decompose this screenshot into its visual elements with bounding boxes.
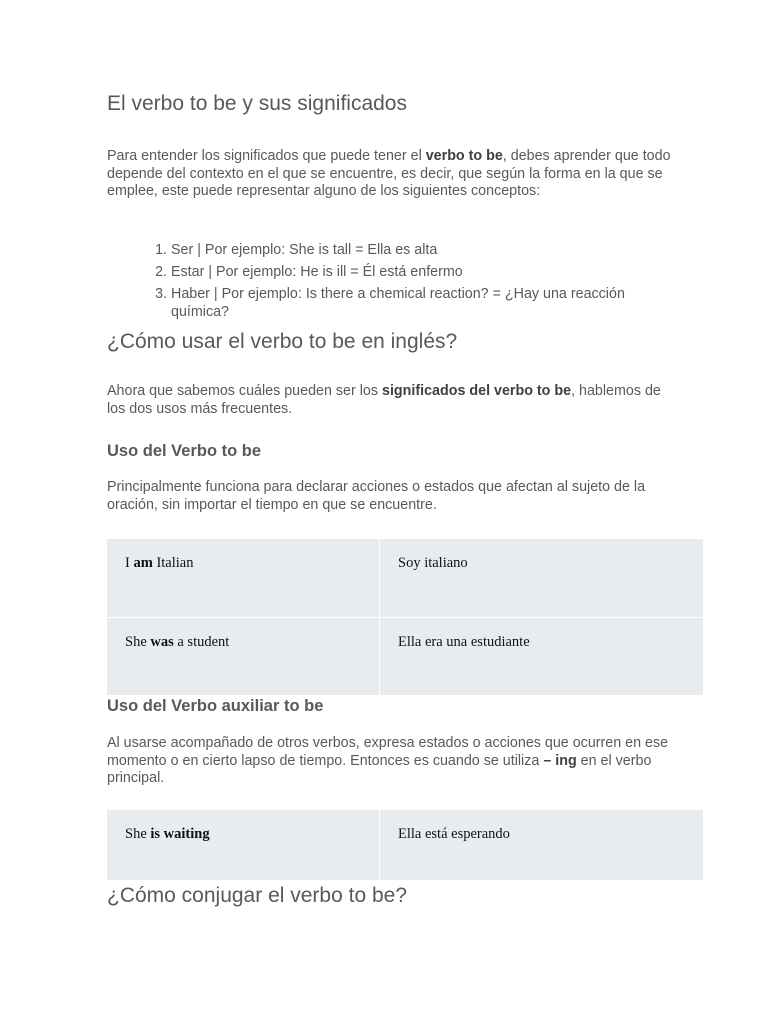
table-row xyxy=(107,617,703,695)
use-text-post: , hablemos de los dos usos más frecuentes. xyxy=(107,383,661,417)
aux-use-paragraph xyxy=(107,735,677,788)
use-paragraph xyxy=(107,383,677,418)
cell-text-bold: was xyxy=(150,633,174,650)
table-row xyxy=(107,539,703,617)
aux-text-post: en el verbo principal. xyxy=(107,752,652,787)
cell-text: Italian xyxy=(152,555,194,571)
use-text-pre: Ahora que sabemos cuáles pueden ser los xyxy=(107,383,382,399)
table-row xyxy=(107,810,703,880)
examples-table-main xyxy=(107,539,703,695)
table-cell-spanish: Soy italiano xyxy=(398,555,468,571)
main-use-paragraph: Principalmente funciona para declarar acciones o estados que afectan al sujeto de la oración, sin importar el tiempo en que se encuentre. xyxy=(107,479,646,513)
cell-text: a student xyxy=(173,633,230,650)
cell-text: I xyxy=(125,555,134,571)
use-text-bold: significados del verbo to be xyxy=(382,383,572,399)
table-cell-spanish: Ella está esperando xyxy=(398,826,510,842)
intro-paragraph xyxy=(107,148,677,201)
cell-text-bold: am xyxy=(133,555,153,571)
section-heading-conjugate: ¿Cómo conjugar el verbo to be? xyxy=(107,884,407,907)
table-cell-spanish: Ella era una estudiante xyxy=(380,617,704,695)
cell-text: She xyxy=(125,633,151,650)
list-item: 1. Ser | Por ejemplo: She is tall = Ella es alta xyxy=(171,242,641,260)
cell-text-bold: is waiting xyxy=(150,826,210,842)
intro-text-bold: verbo to be xyxy=(425,148,503,164)
subheading-main-use: Uso del Verbo to be xyxy=(107,442,262,460)
page-title: El verbo to be y sus significados xyxy=(107,92,407,115)
cell-text: She xyxy=(125,826,151,842)
examples-table-aux xyxy=(107,810,703,880)
intro-text-post: , debes aprender que todo depende del contexto en el que se encuentre, es decir, que según la forma en la que se emplee, este puede representar alguno de los siguientes conceptos: xyxy=(107,148,671,200)
section-heading-use: ¿Cómo usar el verbo to be en inglés? xyxy=(107,330,458,353)
table-cell-english xyxy=(107,539,380,617)
table-cell-english xyxy=(107,617,380,695)
list-item: 2. Estar | Por ejemplo: He is ill = Él está enfermo xyxy=(171,264,641,282)
aux-text-bold: – ing xyxy=(543,752,577,769)
subheading-aux-use: Uso del Verbo auxiliar to be xyxy=(107,697,324,715)
aux-text-pre: Al usarse acompañado de otros verbos, expresa estados o acciones que ocurren en ese momento o en cierto lapso de tiempo. Entonces es cuando se utiliza xyxy=(107,735,669,769)
intro-text-pre: Para entender los significados que puede tener el xyxy=(107,148,426,164)
list-item: 3. Haber | Por ejemplo: Is there a chemical reaction? = ¿Hay una reacción química? xyxy=(171,286,641,321)
meanings-list xyxy=(107,242,641,326)
table-cell-english xyxy=(107,810,380,880)
